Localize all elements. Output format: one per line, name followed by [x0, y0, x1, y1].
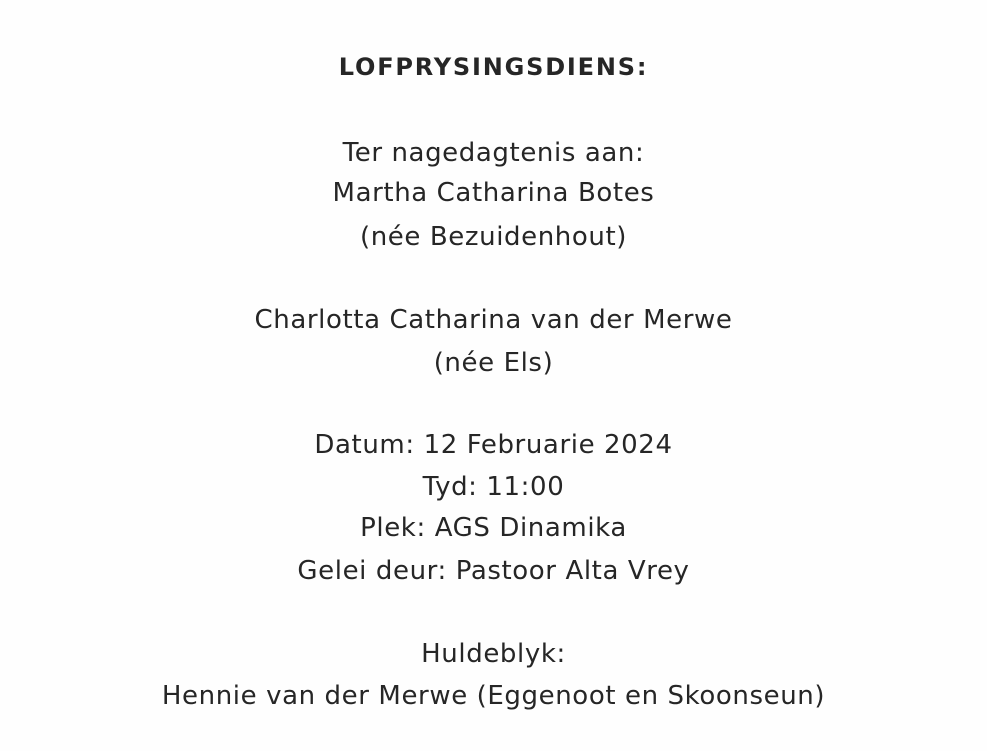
- service-place: Plek: AGS Dinamika: [360, 513, 627, 543]
- deceased-2-maiden-name: (née Els): [433, 348, 554, 378]
- memorial-intro: Ter nagedagtenis aan:: [342, 138, 645, 168]
- tribute-label: Huldeblyk:: [421, 639, 566, 669]
- tribute-speaker: Hennie van der Merwe (Eggenoot en Skoonseun): [161, 681, 826, 711]
- service-time: Tyd: 11:00: [422, 472, 565, 502]
- deceased-2-name: Charlotta Catharina van der Merwe: [254, 305, 733, 335]
- deceased-1-maiden-name: (née Bezuidenhout): [359, 222, 628, 252]
- service-date: Datum: 12 Februarie 2024: [314, 430, 673, 460]
- deceased-1-name: Martha Catharina Botes: [332, 178, 655, 208]
- service-leader: Gelei deur: Pastoor Alta Vrey: [297, 556, 690, 586]
- page-title: LOFPRYSINGSDIENS:: [338, 53, 649, 81]
